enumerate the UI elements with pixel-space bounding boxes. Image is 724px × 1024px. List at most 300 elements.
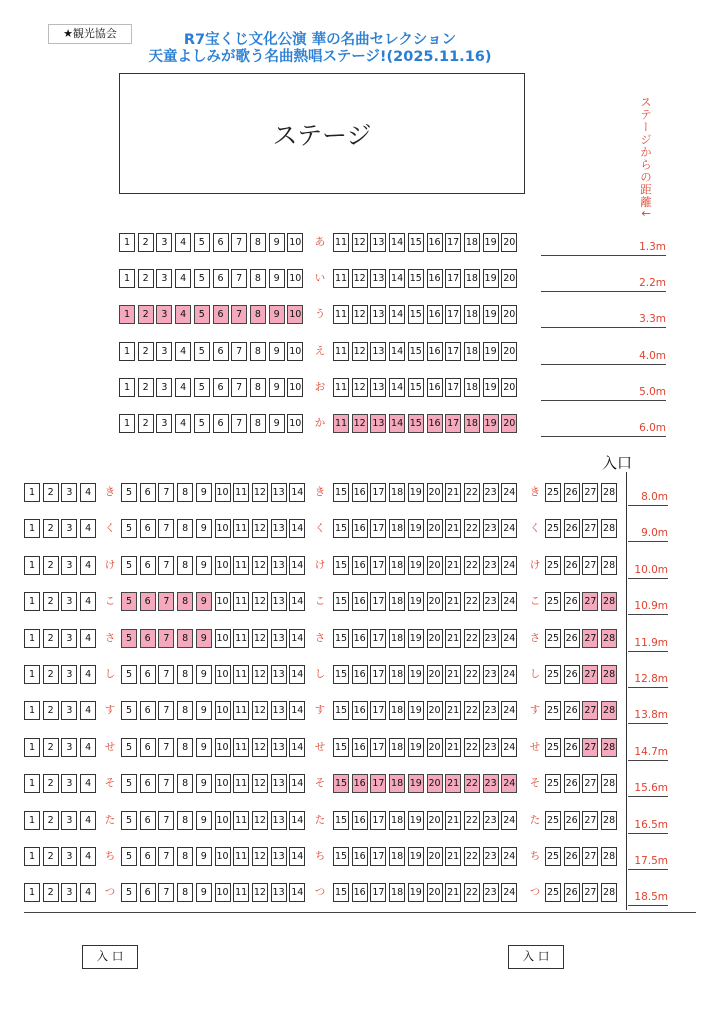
seat-く-3[interactable]: 3	[61, 519, 77, 538]
seat-お-13[interactable]: 13	[370, 378, 386, 397]
seat-か-1[interactable]: 1	[119, 414, 135, 433]
seat-し-5[interactable]: 5	[121, 665, 137, 684]
seat-さ-20[interactable]: 20	[427, 629, 443, 648]
seat-ち-5[interactable]: 5	[121, 847, 137, 866]
seat-お-17[interactable]: 17	[445, 378, 461, 397]
seat-こ-19[interactable]: 19	[408, 592, 424, 611]
seat-せ-7[interactable]: 7	[158, 738, 174, 757]
seat-け-7[interactable]: 7	[158, 556, 174, 575]
seat-し-17[interactable]: 17	[370, 665, 386, 684]
seat-し-13[interactable]: 13	[271, 665, 287, 684]
seat-か-2[interactable]: 2	[138, 414, 154, 433]
seat-た-1[interactable]: 1	[24, 811, 40, 830]
seat-お-1[interactable]: 1	[119, 378, 135, 397]
seat-か-15[interactable]: 15	[408, 414, 424, 433]
seat-こ-16[interactable]: 16	[352, 592, 368, 611]
seat-い-11[interactable]: 11	[333, 269, 349, 288]
seat-け-25[interactable]: 25	[545, 556, 561, 575]
seat-い-5[interactable]: 5	[194, 269, 210, 288]
seat-け-2[interactable]: 2	[43, 556, 59, 575]
seat-さ-10[interactable]: 10	[215, 629, 231, 648]
seat-し-23[interactable]: 23	[483, 665, 499, 684]
seat-き-10[interactable]: 10	[215, 483, 231, 502]
seat-く-11[interactable]: 11	[233, 519, 249, 538]
seat-け-15[interactable]: 15	[333, 556, 349, 575]
seat-き-7[interactable]: 7	[158, 483, 174, 502]
seat-く-22[interactable]: 22	[464, 519, 480, 538]
seat-せ-15[interactable]: 15	[333, 738, 349, 757]
seat-せ-16[interactable]: 16	[352, 738, 368, 757]
seat-さ-28[interactable]: 28	[601, 629, 617, 648]
seat-か-19[interactable]: 19	[483, 414, 499, 433]
seat-う-5[interactable]: 5	[194, 305, 210, 324]
seat-さ-12[interactable]: 12	[252, 629, 268, 648]
seat-し-4[interactable]: 4	[80, 665, 96, 684]
seat-く-10[interactable]: 10	[215, 519, 231, 538]
seat-さ-25[interactable]: 25	[545, 629, 561, 648]
seat-さ-3[interactable]: 3	[61, 629, 77, 648]
seat-き-5[interactable]: 5	[121, 483, 137, 502]
seat-あ-16[interactable]: 16	[427, 233, 443, 252]
seat-つ-27[interactable]: 27	[582, 883, 598, 902]
seat-そ-2[interactable]: 2	[43, 774, 59, 793]
seat-さ-23[interactable]: 23	[483, 629, 499, 648]
seat-そ-9[interactable]: 9	[196, 774, 212, 793]
seat-さ-13[interactable]: 13	[271, 629, 287, 648]
seat-た-11[interactable]: 11	[233, 811, 249, 830]
seat-し-19[interactable]: 19	[408, 665, 424, 684]
seat-う-13[interactable]: 13	[370, 305, 386, 324]
seat-え-15[interactable]: 15	[408, 342, 424, 361]
seat-さ-16[interactable]: 16	[352, 629, 368, 648]
seat-つ-21[interactable]: 21	[445, 883, 461, 902]
seat-ち-26[interactable]: 26	[564, 847, 580, 866]
seat-い-4[interactable]: 4	[175, 269, 191, 288]
seat-ち-11[interactable]: 11	[233, 847, 249, 866]
seat-う-6[interactable]: 6	[213, 305, 229, 324]
seat-く-20[interactable]: 20	[427, 519, 443, 538]
seat-す-16[interactable]: 16	[352, 701, 368, 720]
seat-お-8[interactable]: 8	[250, 378, 266, 397]
seat-ち-22[interactable]: 22	[464, 847, 480, 866]
seat-ち-4[interactable]: 4	[80, 847, 96, 866]
seat-あ-14[interactable]: 14	[389, 233, 405, 252]
seat-け-10[interactable]: 10	[215, 556, 231, 575]
seat-か-13[interactable]: 13	[370, 414, 386, 433]
seat-い-13[interactable]: 13	[370, 269, 386, 288]
seat-そ-7[interactable]: 7	[158, 774, 174, 793]
seat-せ-13[interactable]: 13	[271, 738, 287, 757]
seat-け-5[interactable]: 5	[121, 556, 137, 575]
seat-え-14[interactable]: 14	[389, 342, 405, 361]
seat-け-6[interactable]: 6	[140, 556, 156, 575]
seat-ち-20[interactable]: 20	[427, 847, 443, 866]
seat-そ-24[interactable]: 24	[501, 774, 517, 793]
seat-た-23[interactable]: 23	[483, 811, 499, 830]
seat-こ-18[interactable]: 18	[389, 592, 405, 611]
seat-か-3[interactable]: 3	[156, 414, 172, 433]
seat-す-26[interactable]: 26	[564, 701, 580, 720]
seat-さ-26[interactable]: 26	[564, 629, 580, 648]
seat-き-11[interactable]: 11	[233, 483, 249, 502]
seat-こ-13[interactable]: 13	[271, 592, 287, 611]
seat-ち-19[interactable]: 19	[408, 847, 424, 866]
seat-け-13[interactable]: 13	[271, 556, 287, 575]
seat-た-24[interactable]: 24	[501, 811, 517, 830]
seat-し-7[interactable]: 7	[158, 665, 174, 684]
seat-あ-1[interactable]: 1	[119, 233, 135, 252]
seat-た-6[interactable]: 6	[140, 811, 156, 830]
seat-さ-2[interactable]: 2	[43, 629, 59, 648]
seat-さ-22[interactable]: 22	[464, 629, 480, 648]
seat-そ-12[interactable]: 12	[252, 774, 268, 793]
seat-ち-27[interactable]: 27	[582, 847, 598, 866]
seat-お-19[interactable]: 19	[483, 378, 499, 397]
seat-た-10[interactable]: 10	[215, 811, 231, 830]
seat-か-6[interactable]: 6	[213, 414, 229, 433]
seat-す-25[interactable]: 25	[545, 701, 561, 720]
seat-か-8[interactable]: 8	[250, 414, 266, 433]
seat-つ-22[interactable]: 22	[464, 883, 480, 902]
seat-た-14[interactable]: 14	[289, 811, 305, 830]
seat-あ-15[interactable]: 15	[408, 233, 424, 252]
seat-た-20[interactable]: 20	[427, 811, 443, 830]
seat-く-26[interactable]: 26	[564, 519, 580, 538]
seat-す-6[interactable]: 6	[140, 701, 156, 720]
seat-え-20[interactable]: 20	[501, 342, 517, 361]
seat-あ-7[interactable]: 7	[231, 233, 247, 252]
seat-そ-5[interactable]: 5	[121, 774, 137, 793]
seat-ち-15[interactable]: 15	[333, 847, 349, 866]
seat-か-11[interactable]: 11	[333, 414, 349, 433]
seat-さ-7[interactable]: 7	[158, 629, 174, 648]
seat-か-10[interactable]: 10	[287, 414, 303, 433]
seat-そ-15[interactable]: 15	[333, 774, 349, 793]
seat-あ-19[interactable]: 19	[483, 233, 499, 252]
seat-こ-21[interactable]: 21	[445, 592, 461, 611]
seat-く-6[interactable]: 6	[140, 519, 156, 538]
seat-く-15[interactable]: 15	[333, 519, 349, 538]
seat-い-17[interactable]: 17	[445, 269, 461, 288]
seat-お-20[interactable]: 20	[501, 378, 517, 397]
seat-し-15[interactable]: 15	[333, 665, 349, 684]
seat-せ-20[interactable]: 20	[427, 738, 443, 757]
seat-つ-4[interactable]: 4	[80, 883, 96, 902]
seat-き-16[interactable]: 16	[352, 483, 368, 502]
seat-え-2[interactable]: 2	[138, 342, 154, 361]
seat-す-24[interactable]: 24	[501, 701, 517, 720]
seat-け-9[interactable]: 9	[196, 556, 212, 575]
seat-た-18[interactable]: 18	[389, 811, 405, 830]
seat-す-27[interactable]: 27	[582, 701, 598, 720]
seat-つ-20[interactable]: 20	[427, 883, 443, 902]
seat-つ-18[interactable]: 18	[389, 883, 405, 902]
seat-け-27[interactable]: 27	[582, 556, 598, 575]
seat-い-1[interactable]: 1	[119, 269, 135, 288]
seat-つ-14[interactable]: 14	[289, 883, 305, 902]
seat-す-28[interactable]: 28	[601, 701, 617, 720]
seat-き-18[interactable]: 18	[389, 483, 405, 502]
seat-ち-21[interactable]: 21	[445, 847, 461, 866]
seat-さ-19[interactable]: 19	[408, 629, 424, 648]
seat-か-12[interactable]: 12	[352, 414, 368, 433]
seat-あ-12[interactable]: 12	[352, 233, 368, 252]
seat-お-18[interactable]: 18	[464, 378, 480, 397]
seat-え-12[interactable]: 12	[352, 342, 368, 361]
seat-せ-24[interactable]: 24	[501, 738, 517, 757]
seat-す-10[interactable]: 10	[215, 701, 231, 720]
seat-え-19[interactable]: 19	[483, 342, 499, 361]
seat-そ-10[interactable]: 10	[215, 774, 231, 793]
seat-た-2[interactable]: 2	[43, 811, 59, 830]
seat-こ-7[interactable]: 7	[158, 592, 174, 611]
seat-せ-22[interactable]: 22	[464, 738, 480, 757]
seat-け-19[interactable]: 19	[408, 556, 424, 575]
seat-う-15[interactable]: 15	[408, 305, 424, 324]
seat-う-7[interactable]: 7	[231, 305, 247, 324]
seat-え-13[interactable]: 13	[370, 342, 386, 361]
seat-か-7[interactable]: 7	[231, 414, 247, 433]
seat-く-27[interactable]: 27	[582, 519, 598, 538]
seat-あ-2[interactable]: 2	[138, 233, 154, 252]
seat-け-1[interactable]: 1	[24, 556, 40, 575]
seat-け-8[interactable]: 8	[177, 556, 193, 575]
seat-せ-27[interactable]: 27	[582, 738, 598, 757]
seat-ち-23[interactable]: 23	[483, 847, 499, 866]
seat-こ-9[interactable]: 9	[196, 592, 212, 611]
seat-え-17[interactable]: 17	[445, 342, 461, 361]
seat-う-1[interactable]: 1	[119, 305, 135, 324]
seat-し-20[interactable]: 20	[427, 665, 443, 684]
seat-き-12[interactable]: 12	[252, 483, 268, 502]
seat-さ-24[interactable]: 24	[501, 629, 517, 648]
seat-せ-9[interactable]: 9	[196, 738, 212, 757]
seat-う-12[interactable]: 12	[352, 305, 368, 324]
seat-そ-8[interactable]: 8	[177, 774, 193, 793]
seat-い-14[interactable]: 14	[389, 269, 405, 288]
seat-つ-19[interactable]: 19	[408, 883, 424, 902]
seat-き-24[interactable]: 24	[501, 483, 517, 502]
seat-ち-13[interactable]: 13	[271, 847, 287, 866]
seat-し-12[interactable]: 12	[252, 665, 268, 684]
seat-こ-1[interactable]: 1	[24, 592, 40, 611]
seat-き-23[interactable]: 23	[483, 483, 499, 502]
seat-け-20[interactable]: 20	[427, 556, 443, 575]
seat-さ-1[interactable]: 1	[24, 629, 40, 648]
seat-く-14[interactable]: 14	[289, 519, 305, 538]
seat-お-14[interactable]: 14	[389, 378, 405, 397]
seat-さ-14[interactable]: 14	[289, 629, 305, 648]
seat-あ-13[interactable]: 13	[370, 233, 386, 252]
seat-け-21[interactable]: 21	[445, 556, 461, 575]
seat-き-9[interactable]: 9	[196, 483, 212, 502]
seat-こ-3[interactable]: 3	[61, 592, 77, 611]
seat-く-1[interactable]: 1	[24, 519, 40, 538]
seat-た-25[interactable]: 25	[545, 811, 561, 830]
seat-さ-9[interactable]: 9	[196, 629, 212, 648]
seat-け-3[interactable]: 3	[61, 556, 77, 575]
seat-そ-17[interactable]: 17	[370, 774, 386, 793]
seat-す-17[interactable]: 17	[370, 701, 386, 720]
seat-き-22[interactable]: 22	[464, 483, 480, 502]
seat-そ-28[interactable]: 28	[601, 774, 617, 793]
seat-し-22[interactable]: 22	[464, 665, 480, 684]
seat-き-17[interactable]: 17	[370, 483, 386, 502]
seat-こ-8[interactable]: 8	[177, 592, 193, 611]
seat-き-2[interactable]: 2	[43, 483, 59, 502]
seat-す-11[interactable]: 11	[233, 701, 249, 720]
seat-い-7[interactable]: 7	[231, 269, 247, 288]
seat-す-22[interactable]: 22	[464, 701, 480, 720]
seat-こ-27[interactable]: 27	[582, 592, 598, 611]
seat-え-16[interactable]: 16	[427, 342, 443, 361]
seat-け-23[interactable]: 23	[483, 556, 499, 575]
seat-き-27[interactable]: 27	[582, 483, 598, 502]
seat-え-18[interactable]: 18	[464, 342, 480, 361]
seat-け-22[interactable]: 22	[464, 556, 480, 575]
seat-し-24[interactable]: 24	[501, 665, 517, 684]
seat-せ-23[interactable]: 23	[483, 738, 499, 757]
seat-た-16[interactable]: 16	[352, 811, 368, 830]
seat-あ-8[interactable]: 8	[250, 233, 266, 252]
seat-う-4[interactable]: 4	[175, 305, 191, 324]
seat-お-9[interactable]: 9	[269, 378, 285, 397]
seat-さ-27[interactable]: 27	[582, 629, 598, 648]
seat-こ-15[interactable]: 15	[333, 592, 349, 611]
seat-こ-12[interactable]: 12	[252, 592, 268, 611]
seat-い-12[interactable]: 12	[352, 269, 368, 288]
seat-つ-28[interactable]: 28	[601, 883, 617, 902]
seat-い-9[interactable]: 9	[269, 269, 285, 288]
seat-え-6[interactable]: 6	[213, 342, 229, 361]
seat-こ-26[interactable]: 26	[564, 592, 580, 611]
seat-さ-17[interactable]: 17	[370, 629, 386, 648]
seat-し-6[interactable]: 6	[140, 665, 156, 684]
seat-た-12[interactable]: 12	[252, 811, 268, 830]
seat-ち-9[interactable]: 9	[196, 847, 212, 866]
seat-し-8[interactable]: 8	[177, 665, 193, 684]
seat-た-9[interactable]: 9	[196, 811, 212, 830]
seat-す-23[interactable]: 23	[483, 701, 499, 720]
seat-い-2[interactable]: 2	[138, 269, 154, 288]
seat-す-9[interactable]: 9	[196, 701, 212, 720]
seat-し-1[interactable]: 1	[24, 665, 40, 684]
seat-き-19[interactable]: 19	[408, 483, 424, 502]
seat-す-20[interactable]: 20	[427, 701, 443, 720]
seat-つ-23[interactable]: 23	[483, 883, 499, 902]
seat-そ-6[interactable]: 6	[140, 774, 156, 793]
seat-つ-17[interactable]: 17	[370, 883, 386, 902]
seat-お-6[interactable]: 6	[213, 378, 229, 397]
seat-あ-6[interactable]: 6	[213, 233, 229, 252]
seat-う-11[interactable]: 11	[333, 305, 349, 324]
seat-た-17[interactable]: 17	[370, 811, 386, 830]
seat-け-11[interactable]: 11	[233, 556, 249, 575]
seat-さ-8[interactable]: 8	[177, 629, 193, 648]
seat-そ-13[interactable]: 13	[271, 774, 287, 793]
seat-お-3[interactable]: 3	[156, 378, 172, 397]
seat-た-22[interactable]: 22	[464, 811, 480, 830]
seat-た-5[interactable]: 5	[121, 811, 137, 830]
seat-つ-15[interactable]: 15	[333, 883, 349, 902]
seat-き-3[interactable]: 3	[61, 483, 77, 502]
seat-す-14[interactable]: 14	[289, 701, 305, 720]
seat-つ-6[interactable]: 6	[140, 883, 156, 902]
seat-う-18[interactable]: 18	[464, 305, 480, 324]
seat-す-18[interactable]: 18	[389, 701, 405, 720]
seat-し-18[interactable]: 18	[389, 665, 405, 684]
seat-あ-3[interactable]: 3	[156, 233, 172, 252]
seat-ち-16[interactable]: 16	[352, 847, 368, 866]
seat-し-25[interactable]: 25	[545, 665, 561, 684]
seat-い-3[interactable]: 3	[156, 269, 172, 288]
seat-さ-15[interactable]: 15	[333, 629, 349, 648]
seat-こ-23[interactable]: 23	[483, 592, 499, 611]
seat-そ-4[interactable]: 4	[80, 774, 96, 793]
seat-ち-3[interactable]: 3	[61, 847, 77, 866]
seat-ち-1[interactable]: 1	[24, 847, 40, 866]
seat-せ-5[interactable]: 5	[121, 738, 137, 757]
seat-す-4[interactable]: 4	[80, 701, 96, 720]
seat-た-8[interactable]: 8	[177, 811, 193, 830]
seat-き-28[interactable]: 28	[601, 483, 617, 502]
seat-そ-21[interactable]: 21	[445, 774, 461, 793]
seat-し-9[interactable]: 9	[196, 665, 212, 684]
seat-す-15[interactable]: 15	[333, 701, 349, 720]
seat-さ-11[interactable]: 11	[233, 629, 249, 648]
seat-つ-9[interactable]: 9	[196, 883, 212, 902]
seat-き-20[interactable]: 20	[427, 483, 443, 502]
seat-す-2[interactable]: 2	[43, 701, 59, 720]
seat-お-4[interactable]: 4	[175, 378, 191, 397]
seat-あ-4[interactable]: 4	[175, 233, 191, 252]
seat-う-16[interactable]: 16	[427, 305, 443, 324]
seat-え-1[interactable]: 1	[119, 342, 135, 361]
seat-そ-14[interactable]: 14	[289, 774, 305, 793]
seat-つ-10[interactable]: 10	[215, 883, 231, 902]
seat-つ-7[interactable]: 7	[158, 883, 174, 902]
seat-す-21[interactable]: 21	[445, 701, 461, 720]
seat-お-12[interactable]: 12	[352, 378, 368, 397]
seat-か-20[interactable]: 20	[501, 414, 517, 433]
seat-う-2[interactable]: 2	[138, 305, 154, 324]
seat-き-13[interactable]: 13	[271, 483, 287, 502]
seat-あ-11[interactable]: 11	[333, 233, 349, 252]
seat-え-8[interactable]: 8	[250, 342, 266, 361]
seat-き-25[interactable]: 25	[545, 483, 561, 502]
seat-つ-13[interactable]: 13	[271, 883, 287, 902]
seat-せ-21[interactable]: 21	[445, 738, 461, 757]
seat-き-4[interactable]: 4	[80, 483, 96, 502]
seat-ち-25[interactable]: 25	[545, 847, 561, 866]
seat-つ-24[interactable]: 24	[501, 883, 517, 902]
seat-そ-27[interactable]: 27	[582, 774, 598, 793]
seat-そ-16[interactable]: 16	[352, 774, 368, 793]
seat-し-14[interactable]: 14	[289, 665, 305, 684]
seat-ち-10[interactable]: 10	[215, 847, 231, 866]
seat-ち-14[interactable]: 14	[289, 847, 305, 866]
seat-き-8[interactable]: 8	[177, 483, 193, 502]
seat-き-1[interactable]: 1	[24, 483, 40, 502]
seat-う-14[interactable]: 14	[389, 305, 405, 324]
seat-ち-12[interactable]: 12	[252, 847, 268, 866]
seat-く-23[interactable]: 23	[483, 519, 499, 538]
seat-つ-1[interactable]: 1	[24, 883, 40, 902]
seat-け-14[interactable]: 14	[289, 556, 305, 575]
seat-あ-18[interactable]: 18	[464, 233, 480, 252]
seat-く-17[interactable]: 17	[370, 519, 386, 538]
seat-う-8[interactable]: 8	[250, 305, 266, 324]
